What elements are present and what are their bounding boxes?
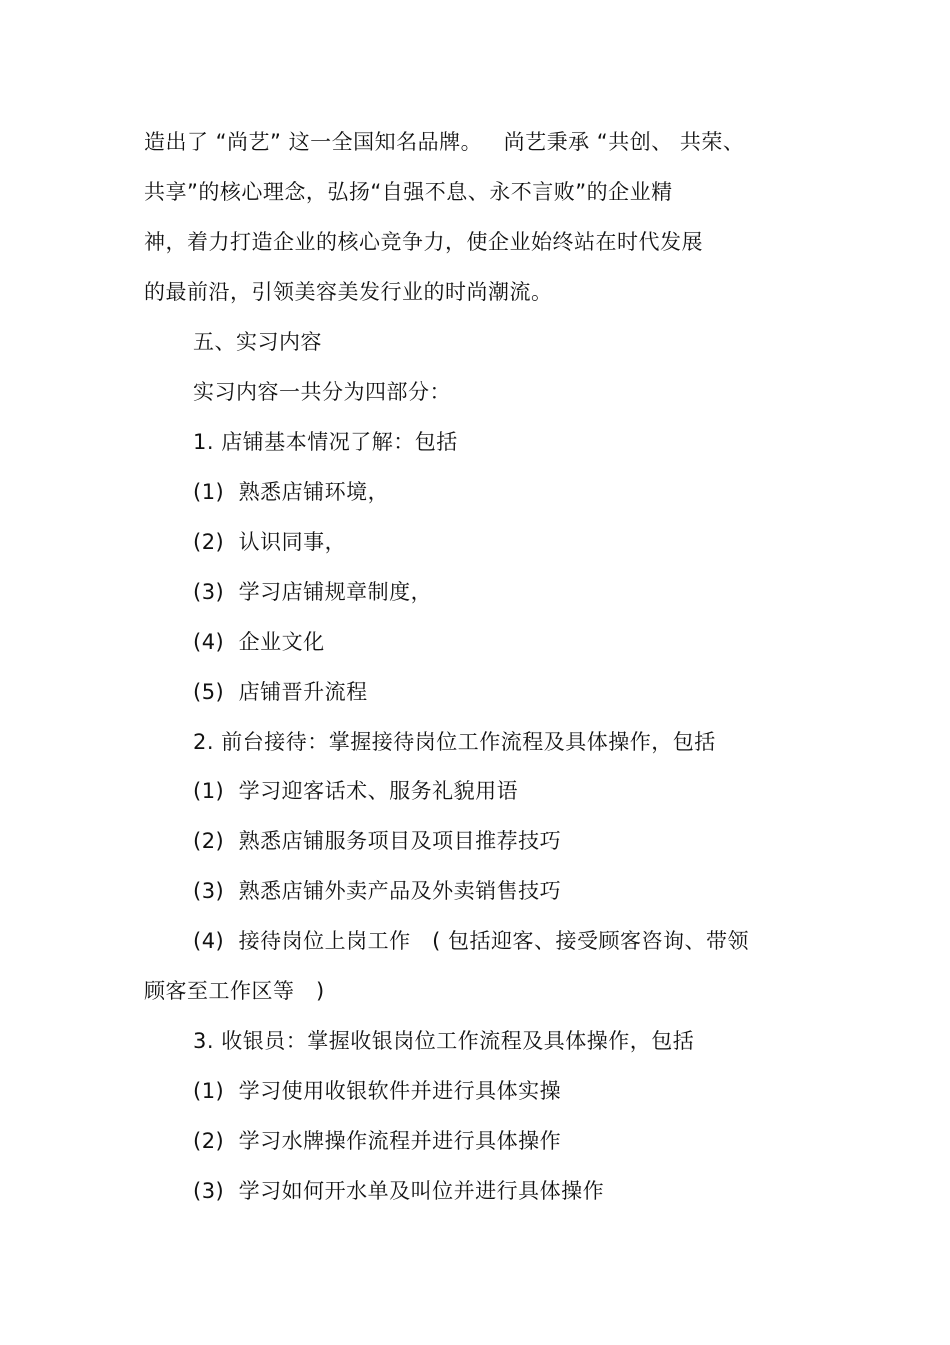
list-item: (3) 熟悉店铺外卖产品及外卖销售技巧 [193, 879, 562, 903]
paragraph-line: 的最前沿，引领美容美发行业的时尚潮流。 [144, 280, 553, 304]
paragraph-line: 实习内容一共分为四部分： [193, 380, 451, 404]
list-item: (3) 学习如何开水单及叫位并进行具体操作 [193, 1179, 605, 1203]
paragraph-line: 共享”的核心理念，弘扬“自强不息、永不言败”的企业精 [144, 180, 673, 204]
list-heading: 2. 前台接待：掌握接待岗位工作流程及具体操作，包括 [193, 730, 716, 754]
list-item: (2) 学习水牌操作流程并进行具体操作 [193, 1129, 562, 1153]
list-item: (1) 熟悉店铺环境， [193, 480, 390, 504]
list-item: (5) 店铺晋升流程 [193, 680, 368, 704]
list-item: (4) 接待岗位上岗工作 ( 包括迎客、接受顾客咨询、带领 [193, 929, 749, 953]
list-heading: 3. 收银员：掌握收银岗位工作流程及具体操作，包括 [193, 1029, 695, 1053]
list-item: (4) 企业文化 [193, 630, 325, 654]
list-item: (1) 学习使用收银软件并进行具体实操 [193, 1079, 562, 1103]
list-item-continuation: 顾客至工作区等 ) [144, 979, 325, 1003]
list-item: (3) 学习店铺规章制度， [193, 580, 433, 604]
section-heading: 五、实习内容 [193, 330, 322, 354]
list-item: (1) 学习迎客话术、服务礼貌用语 [193, 779, 519, 803]
list-heading: 1. 店铺基本情况了解：包括 [193, 430, 458, 454]
list-item: (2) 认识同事， [193, 530, 347, 554]
paragraph-line: 神，着力打造企业的核心竞争力，使企业始终站在时代发展 [144, 230, 703, 254]
list-item: (2) 熟悉店铺服务项目及项目推荐技巧 [193, 829, 562, 853]
paragraph-line: 造出了 “尚艺” 这一全国知名品牌。 尚艺秉承 “共创、 共荣、 [144, 130, 745, 154]
